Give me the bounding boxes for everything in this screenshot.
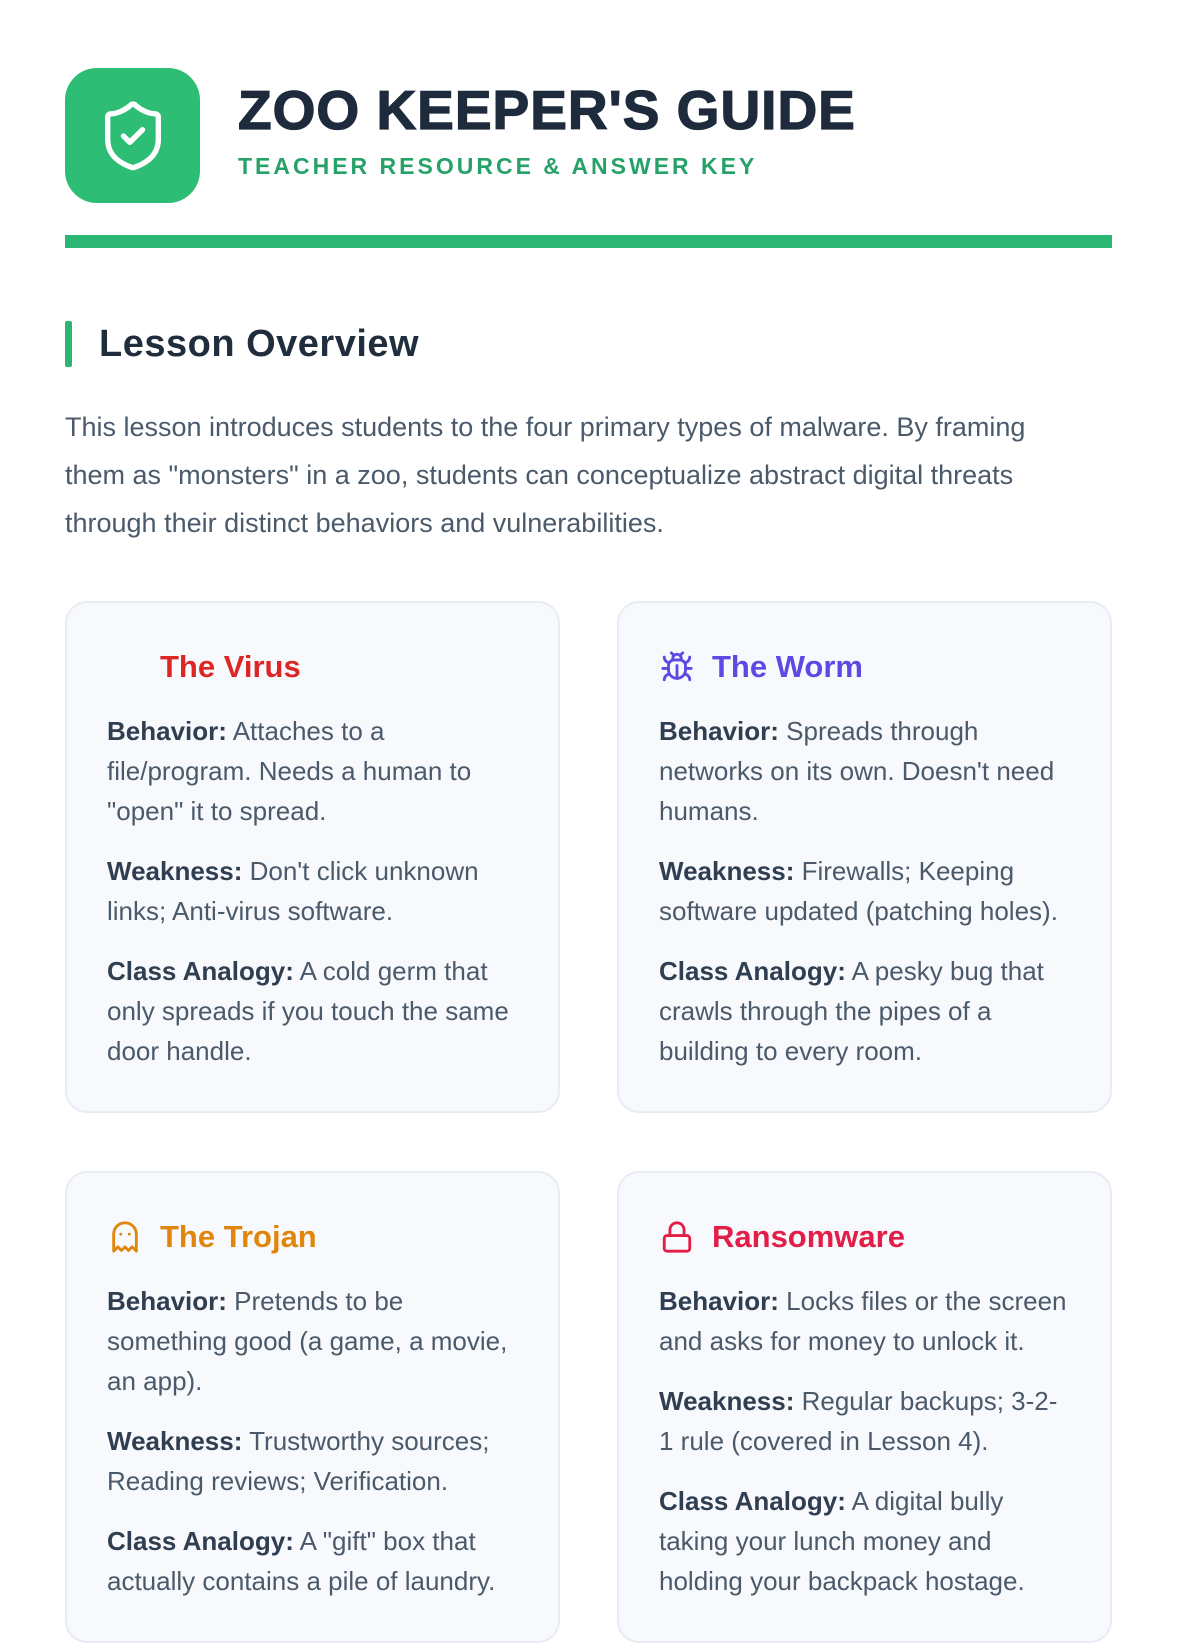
card-title-text: Ransomware bbox=[712, 1219, 905, 1254]
heading-accent-bar bbox=[65, 321, 72, 367]
virus-card-title-row bbox=[107, 649, 518, 685]
analogy-line bbox=[659, 951, 1070, 1071]
trojan-card-title-row bbox=[107, 1219, 518, 1255]
behavior-text: Pretends to be something good (a game, a movie, an app). bbox=[107, 1286, 508, 1396]
lock-icon bbox=[659, 1219, 695, 1255]
weakness-label: Weakness: bbox=[107, 1426, 243, 1456]
behavior-label: Behavior: bbox=[107, 716, 227, 746]
analogy-label: Class Analogy: bbox=[659, 956, 846, 986]
analogy-label: Class Analogy: bbox=[107, 1526, 294, 1556]
behavior-label: Behavior: bbox=[659, 716, 779, 746]
card-virus bbox=[65, 601, 560, 1113]
weakness-line bbox=[107, 851, 518, 931]
behavior-line bbox=[659, 1281, 1070, 1361]
behavior-label: Behavior: bbox=[107, 1286, 227, 1316]
card-title-text: The Trojan bbox=[160, 1219, 317, 1254]
page-title: ZOO KEEPER'S GUIDE bbox=[238, 79, 856, 141]
lesson-overview-heading bbox=[65, 321, 1112, 367]
behavior-line bbox=[107, 711, 518, 831]
analogy-label: Class Analogy: bbox=[107, 956, 294, 986]
green-divider bbox=[65, 235, 1112, 248]
virus-icon-slot bbox=[107, 649, 143, 685]
shield-check-icon bbox=[95, 98, 171, 174]
ransomware-card-title-row bbox=[659, 1219, 1070, 1255]
weakness-label: Weakness: bbox=[659, 856, 795, 886]
header bbox=[65, 68, 1112, 203]
weakness-text: Regular backups; 3-2-1 rule (covered in Lesson 4). bbox=[659, 1386, 1058, 1456]
analogy-line bbox=[659, 1481, 1070, 1601]
weakness-label: Weakness: bbox=[659, 1386, 795, 1416]
weakness-label: Weakness: bbox=[107, 856, 243, 886]
analogy-label: Class Analogy: bbox=[659, 1486, 846, 1516]
weakness-text: Trustworthy sources; Reading reviews; Verification. bbox=[107, 1426, 490, 1496]
behavior-line bbox=[107, 1281, 518, 1401]
worm-card-title-row bbox=[659, 649, 1070, 685]
title-block bbox=[238, 68, 856, 180]
analogy-text: A digital bully taking your lunch money and holding your backpack hostage. bbox=[659, 1486, 1025, 1596]
logo bbox=[65, 68, 200, 203]
card-ransomware bbox=[617, 1171, 1112, 1643]
cards-grid bbox=[65, 601, 1112, 1643]
section-title: Lesson Overview bbox=[99, 322, 420, 365]
behavior-label: Behavior: bbox=[659, 1286, 779, 1316]
behavior-text: Locks files or the screen and asks for money to unlock it. bbox=[659, 1286, 1067, 1356]
bug-icon bbox=[659, 649, 695, 685]
analogy-line bbox=[107, 1521, 518, 1601]
weakness-line bbox=[659, 851, 1070, 931]
card-title-text: The Virus bbox=[160, 649, 301, 684]
behavior-text: Attaches to a file/program. Needs a human to "open" it to spread. bbox=[107, 716, 472, 826]
analogy-text: A cold germ that only spreads if you touch the same door handle. bbox=[107, 956, 509, 1066]
behavior-text: Spreads through networks on its own. Doesn't need humans. bbox=[659, 716, 1055, 826]
page-subtitle: TEACHER RESOURCE & ANSWER KEY bbox=[238, 152, 758, 179]
weakness-text: Don't click unknown links; Anti-virus software. bbox=[107, 856, 479, 926]
weakness-line bbox=[659, 1381, 1070, 1461]
behavior-line bbox=[659, 711, 1070, 831]
analogy-line bbox=[107, 951, 518, 1071]
analogy-text: A "gift" box that actually contains a pile of laundry. bbox=[107, 1526, 496, 1596]
weakness-text: Firewalls; Keeping software updated (patching holes). bbox=[659, 856, 1058, 926]
overview-paragraph: This lesson introduces students to the four primary types of malware. By framing them as "monsters" in a zoo, students can conceptualize abstract digital threats through their distinct behaviors and vulnerabilities. bbox=[65, 412, 1026, 538]
weakness-line bbox=[107, 1421, 518, 1501]
card-title-text: The Worm bbox=[712, 649, 863, 684]
analogy-text: A pesky bug that crawls through the pipes of a building to every room. bbox=[659, 956, 1044, 1066]
ghost-icon bbox=[107, 1219, 143, 1255]
card-worm bbox=[617, 601, 1112, 1113]
card-trojan bbox=[65, 1171, 560, 1643]
